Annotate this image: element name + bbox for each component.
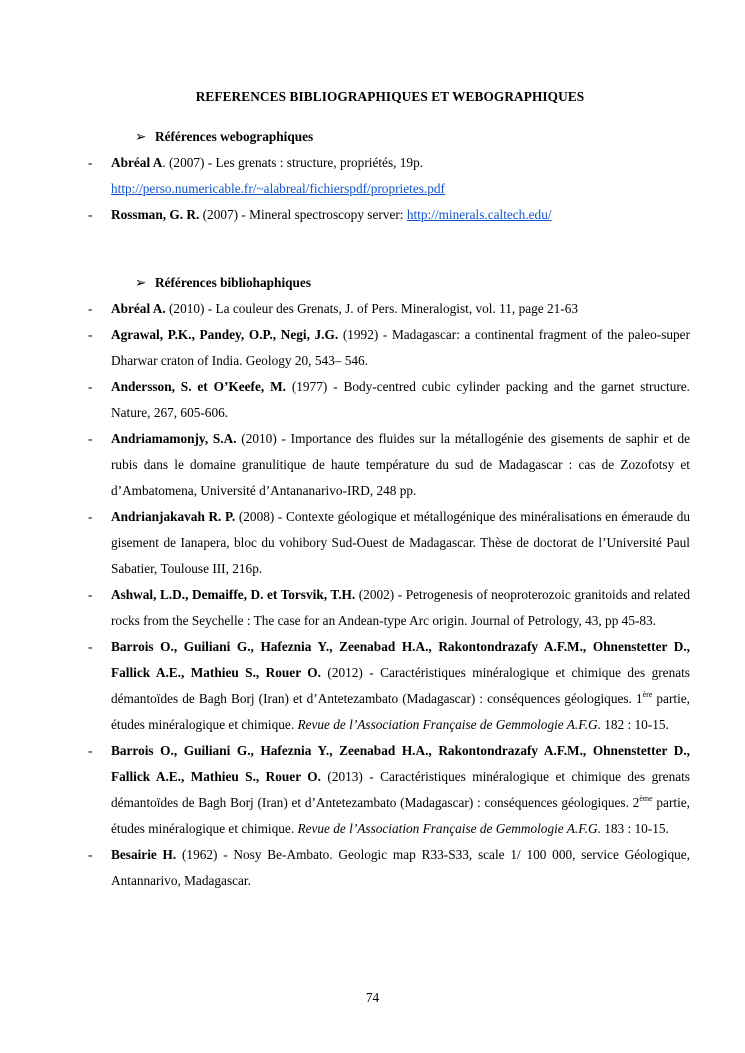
reference-text: partie, études minéralogique et chimique.: [111, 795, 691, 836]
superscript-ordinal: ère: [642, 689, 653, 699]
reference-author: Andriamamonjy, S.A.: [111, 431, 237, 446]
reference-text: 182 : 10-15.: [600, 717, 669, 732]
reference-item: [88, 374, 690, 426]
list-dash: -: [88, 847, 93, 862]
reference-author: Abréal A.: [111, 301, 166, 316]
reference-item: [88, 202, 690, 228]
arrow-bullet-icon: ➢: [135, 275, 147, 290]
reference-text: (2002) - Petrogenesis of neoproterozoic granitoids and related rocks from the Seychelle : The case for an Andean-type Arc origin. Journal of Petrology, 43, pp 45-83.: [111, 587, 690, 628]
superscript-ordinal: ème: [639, 793, 653, 803]
reference-text: partie, études minéralogique et chimique.: [111, 691, 691, 732]
reference-author: Besairie H.: [111, 847, 177, 862]
reference-author: Barrois O., Guiliani G., Hafeznia Y., Zeenabad H.A., Rakontondrazafy A.F.M., Ohnenstetter D., Fallick A.E., Mathieu S., Rouer O.: [111, 743, 690, 784]
section-heading-webographiques: [135, 128, 313, 146]
reference-author: Agrawal, P.K., Pandey, O.P., Negi, J.G.: [111, 327, 339, 342]
list-dash: -: [88, 379, 93, 394]
reference-item: [88, 426, 690, 504]
arrow-bullet-icon: ➢: [135, 129, 147, 144]
list-dash: -: [88, 301, 93, 316]
reference-author: Ashwal, L.D., Demaiffe, D. et Torsvik, T.H.: [111, 587, 356, 602]
list-dash: -: [88, 155, 93, 170]
reference-author: Abréal A: [111, 155, 163, 170]
reference-item: [88, 150, 690, 202]
page-title: REFERENCES BIBLIOGRAPHIQUES ET WEBOGRAPHIQUES: [195, 89, 585, 104]
list-dash: -: [88, 743, 93, 758]
list-dash: -: [88, 327, 93, 342]
reference-item: [88, 582, 690, 634]
reference-author: Andrianjakavah R. P.: [111, 509, 236, 524]
reference-text: (2008) - Contexte géologique et métallogénique des minéralisations en émeraude du gisement de Ianapera, bloc du vohibory Sud-Ouest de Madagascar. Thèse de doctorat de l’Université Paul Sabatier, Toulouse III, 216p.: [111, 509, 690, 576]
reference-journal: Revue de l’Association Française de Gemmologie A.F.G.: [297, 717, 601, 732]
list-dash: -: [88, 431, 93, 446]
section-heading-label: Références webographiques: [155, 129, 314, 144]
reference-author: Barrois O., Guiliani G., Hafeznia Y., Zeenabad H.A., Rakontondrazafy A.F.M., Ohnenstetter D., Fallick A.E., Mathieu S., Rouer O.: [111, 639, 690, 680]
reference-text: (1962) - Nosy Be-Ambato. Geologic map R33-S33, scale 1/ 100 000, service Géologique, Antannarivo, Madagascar.: [111, 847, 690, 888]
list-dash: -: [88, 509, 93, 524]
list-dash: -: [88, 207, 93, 222]
reference-text: (1992) - Madagascar: a continental fragment of the paleo-super Dharwar craton of India. Geology 20, 543– 546.: [111, 327, 690, 368]
reference-text: 183 : 10-15.: [600, 821, 669, 836]
reference-text: (2012) - Caractéristiques minéralogique et chimique des grenats démantoïdes de Bagh Borj (Iran) et d’Antetezambato (Madagascar) : conséquences géologiques. 1: [111, 665, 690, 706]
section-heading-bibliographiques: [135, 274, 311, 292]
page-number: 74: [365, 990, 380, 1005]
reference-text: (2010) - Importance des fluides sur la métallogénie des gisements de saphir et de rubis dans le domaine granulitique de haute température du sud de Madagascar : cas de Zozofotsy et d’Ambatomena, Université d’Antananarivo-IRD, 248 pp.: [111, 431, 690, 498]
section-heading-label: Références bibliohaphiques: [155, 275, 312, 290]
reference-text: (2010) - La couleur des Grenats, J. of Pers. Mineralogist, vol. 11, page 21-63: [165, 301, 579, 316]
reference-journal: Revue de l’Association Française de Gemmologie A.F.G.: [297, 821, 601, 836]
reference-author: Andersson, S. et O’Keefe, M.: [111, 379, 286, 394]
webographic-reference-list: [88, 150, 690, 228]
reference-link[interactable]: http://minerals.caltech.edu/: [406, 207, 552, 222]
reference-text: (1977) - Body-centred cubic cylinder packing and the garnet structure. Nature, 267, 605-606.: [111, 379, 690, 420]
reference-item: [88, 322, 690, 374]
list-dash: -: [88, 639, 93, 654]
reference-text: (2007) - Mineral spectroscopy server:: [199, 207, 407, 222]
bibliographic-reference-list: [88, 296, 690, 894]
list-dash: -: [88, 587, 93, 602]
reference-link[interactable]: http://perso.numericable.fr/~alabreal/fichierspdf/proprietes.pdf: [111, 181, 445, 196]
reference-item: [88, 738, 690, 842]
reference-item: [88, 504, 690, 582]
reference-item: [88, 842, 690, 894]
reference-author: Rossman, G. R.: [111, 207, 200, 222]
reference-text: . (2007) - Les grenats : structure, propriétés, 19p.: [162, 155, 424, 170]
reference-text: (2013) - Caractéristiques minéralogique et chimique des grenats démantoïdes de Bagh Borj (Iran) et d’Antetezambato (Madagascar) : conséquences géologiques. 2: [111, 769, 690, 810]
reference-item: [88, 634, 690, 738]
reference-item: [88, 296, 690, 322]
